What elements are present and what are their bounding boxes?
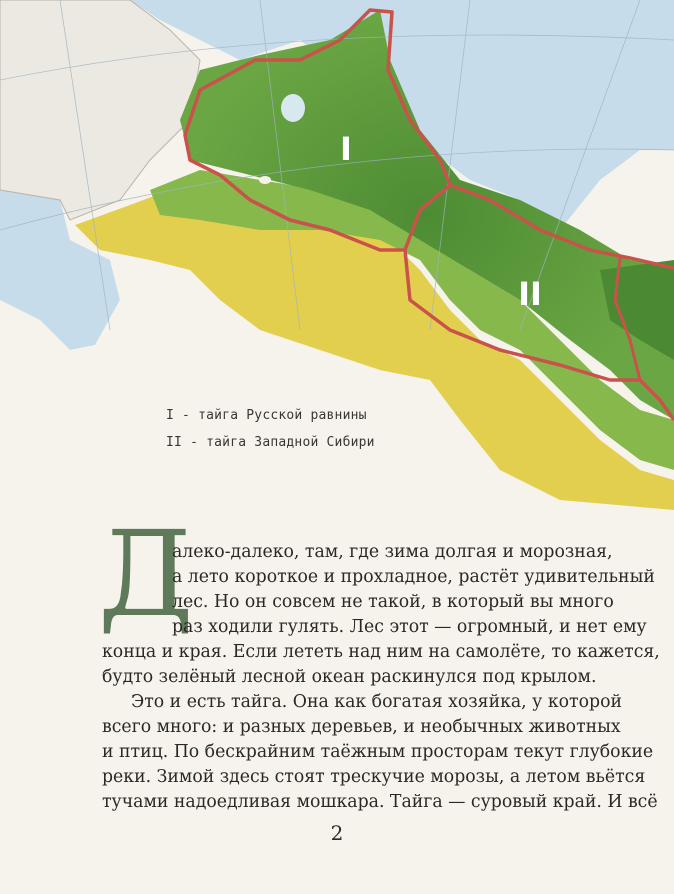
region-label-1: I [340, 130, 352, 168]
legend-item-2: II - тайга Западной Сибири [166, 435, 375, 450]
drop-cap: Д [98, 505, 194, 643]
text-line-10: реки. Зимой здесь стоят трескучие морозы, а летом вьётся [102, 767, 646, 787]
region-label-2: II [518, 275, 542, 313]
text-line-9: и птиц. По бескрайним таёжным просторам текут глубокие [102, 742, 654, 762]
text-line-6: будто зелёный лесной океан раскинулся под крылом. [102, 667, 597, 687]
map-legend [166, 402, 375, 456]
text-line-2: а лето короткое и прохладное, растёт удивительный [172, 567, 655, 587]
page-number: 2 [330, 821, 344, 845]
text-line-1: алеко-далеко, там, где зима долгая и морозная, [172, 542, 613, 562]
text-line-5: конца и края. Если лететь над ним на самолёте, то кажется, [102, 642, 660, 662]
text-line-4: раз ходили гулять. Лес этот — огромный, и нет ему [172, 617, 647, 637]
legend-item-1: I - тайга Русской равнины [166, 408, 367, 423]
text-line-8: всего много: и разных деревьев, и необычных животных [102, 717, 621, 737]
text-line-11: тучами надоедливая мошкара. Тайга — суровый край. И всё [102, 792, 658, 812]
text-line-7: Это и есть тайга. Она как богатая хозяйка, у которой [131, 692, 622, 712]
text-line-3: лес. Но он совсем не такой, в который вы много [172, 592, 614, 612]
